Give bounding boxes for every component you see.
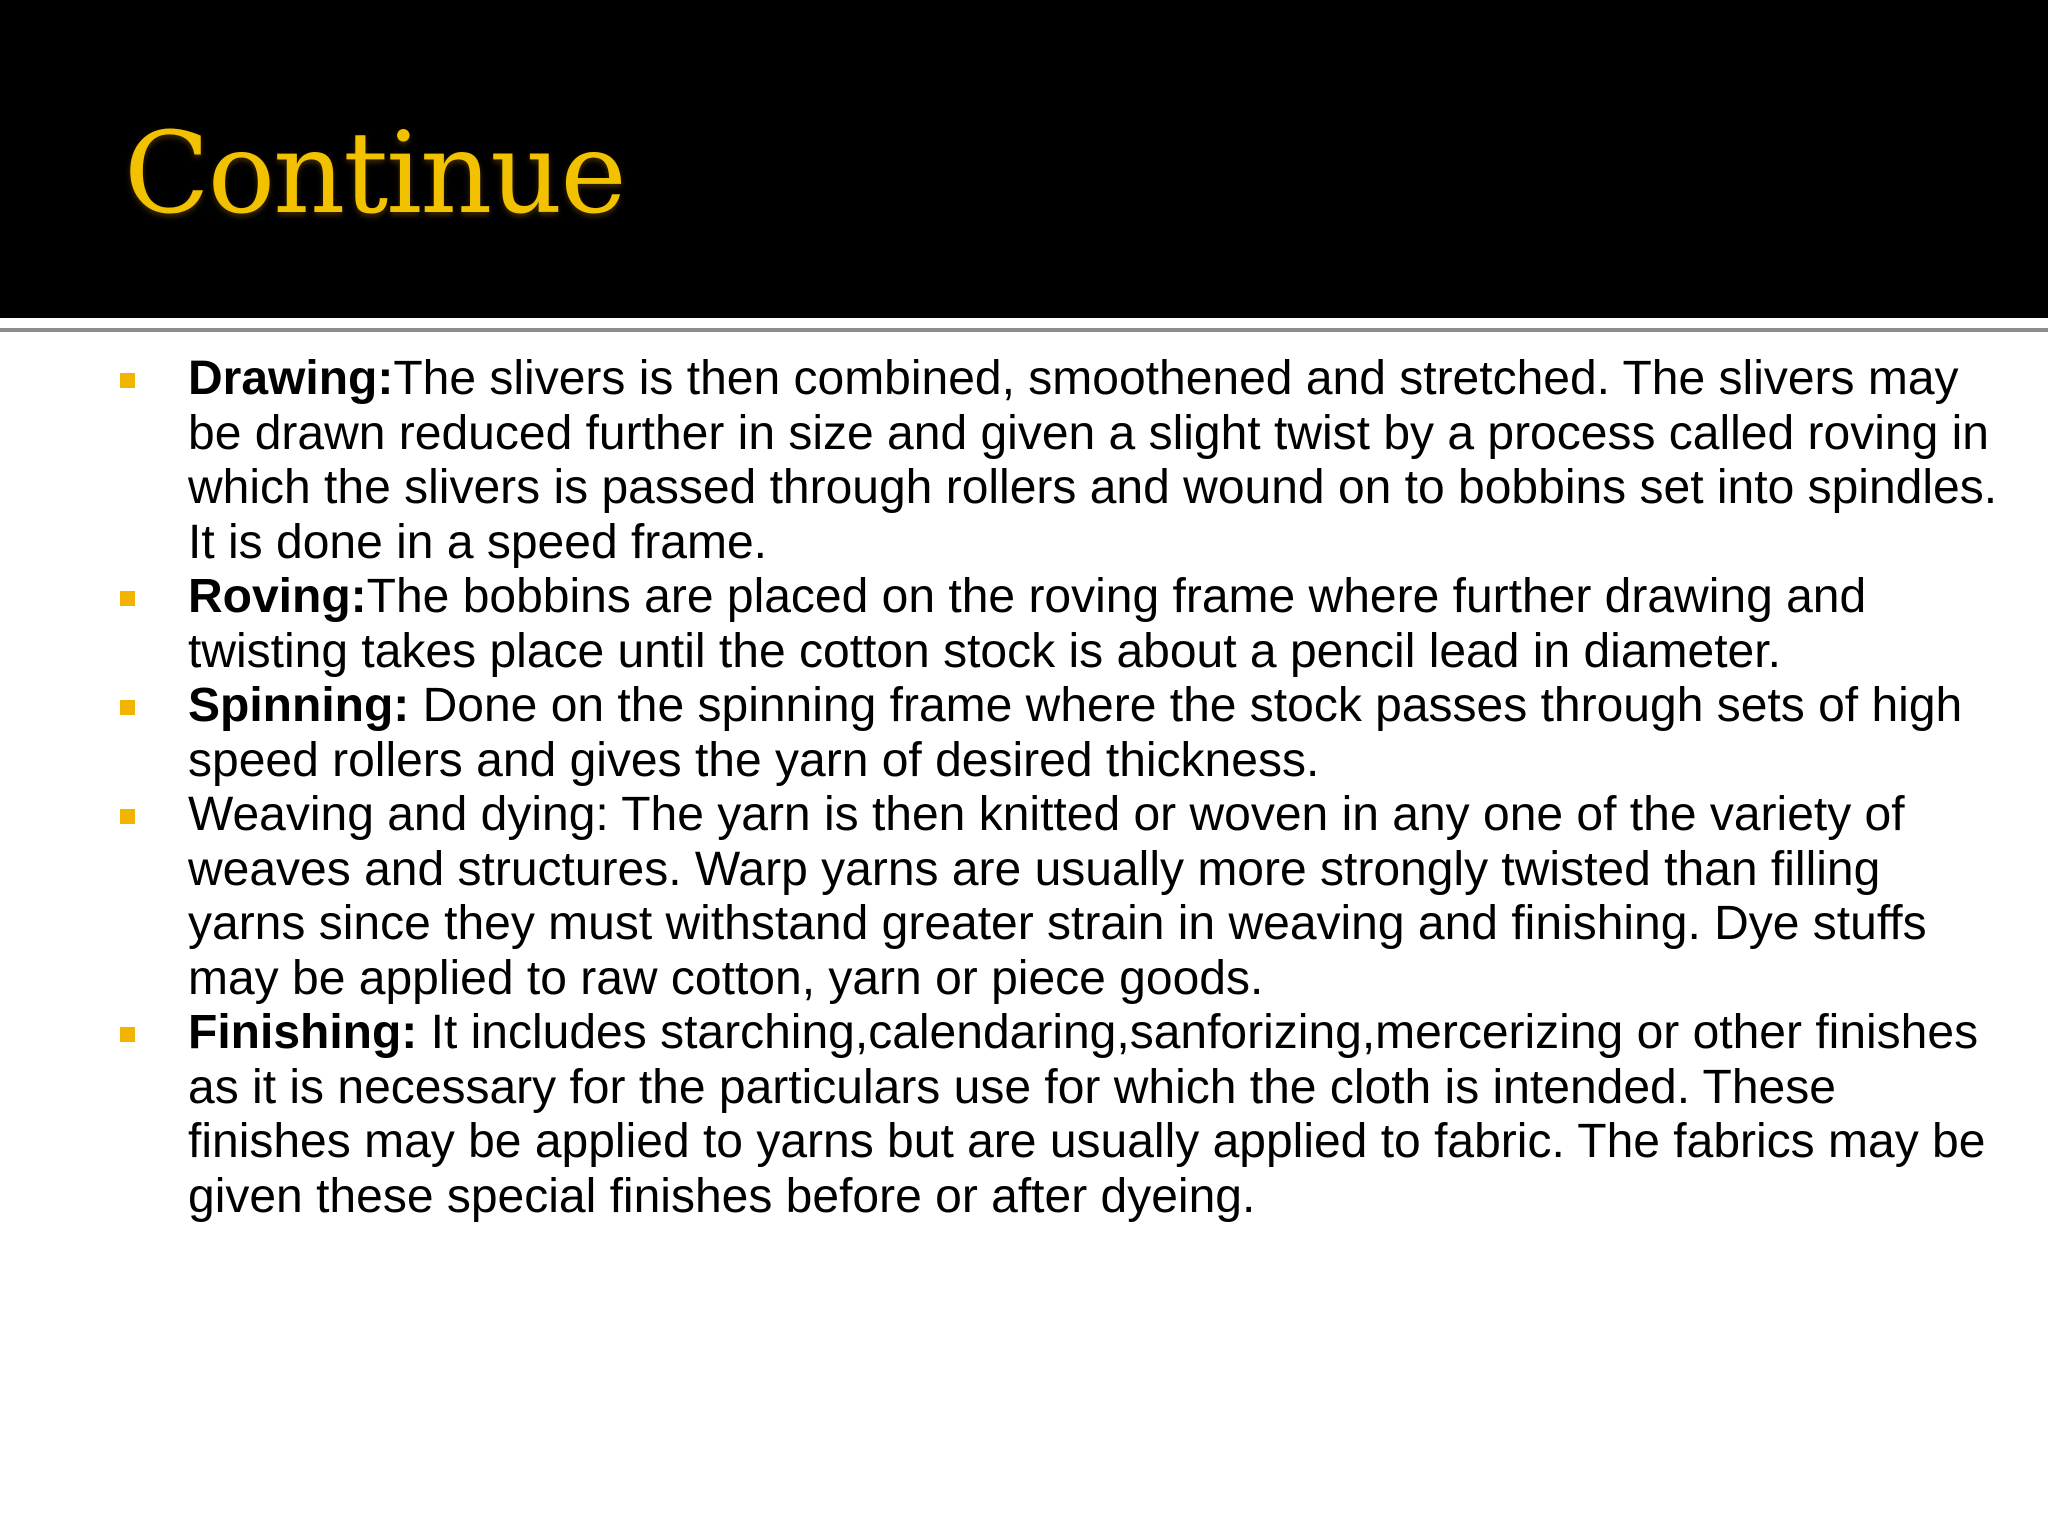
bullet-item-weaving-and-dying — [0, 788, 2048, 1006]
slide-body — [0, 352, 2048, 1224]
bullet-term: Finishing: — [188, 1006, 418, 1059]
bullet-term: Roving: — [188, 570, 367, 623]
square-bullet-icon — [120, 591, 135, 606]
square-bullet-icon — [120, 700, 135, 715]
bullet-text: Weaving and dying: The yarn is then knitted or woven in any one of the variety of weaves and structures. Warp yarns are usually more strongly twisted than filling yarns since they must withstand greater strain in weaving and finishing. Dye stuffs may be applied to raw cotton, yarn or piece goods. — [188, 788, 1927, 1005]
slide-title: Continue — [124, 109, 625, 239]
square-bullet-icon — [120, 809, 135, 824]
square-bullet-icon — [120, 373, 135, 388]
bullet-text: Done on the spinning frame where the stock passes through sets of high speed rollers and gives the yarn of desired thickness. — [188, 679, 1963, 787]
title-divider — [0, 328, 2048, 332]
bullet-item-drawing — [0, 352, 2048, 570]
bullet-item-finishing — [0, 1006, 2048, 1224]
bullet-text: The bobbins are placed on the roving frame where further drawing and twisting takes place until the cotton stock is about a pencil lead in diameter. — [188, 570, 1867, 678]
bullet-text: It includes starching,calendaring,sanforizing,mercerizing or other finishes as it is necessary for the particulars use for which the cloth is intended. These finishes may be applied to yarns but are usually applied to fabric. The fabrics may be given these special finishes before or after dyeing. — [188, 1006, 1986, 1223]
bullet-term: Spinning: — [188, 679, 410, 732]
title-bar — [0, 0, 2048, 318]
bullet-list — [0, 352, 2048, 1224]
square-bullet-icon — [120, 1027, 135, 1042]
bullet-item-roving — [0, 570, 2048, 679]
bullet-item-spinning — [0, 679, 2048, 788]
bullet-term: Drawing: — [188, 352, 394, 405]
bullet-text: The slivers is then combined, smoothened and stretched. The slivers may be drawn reduced further in size and given a slight twist by a process called roving in which the slivers is passed through rollers and wound on to bobbins set into spindles. It is done in a speed frame. — [188, 352, 1998, 569]
